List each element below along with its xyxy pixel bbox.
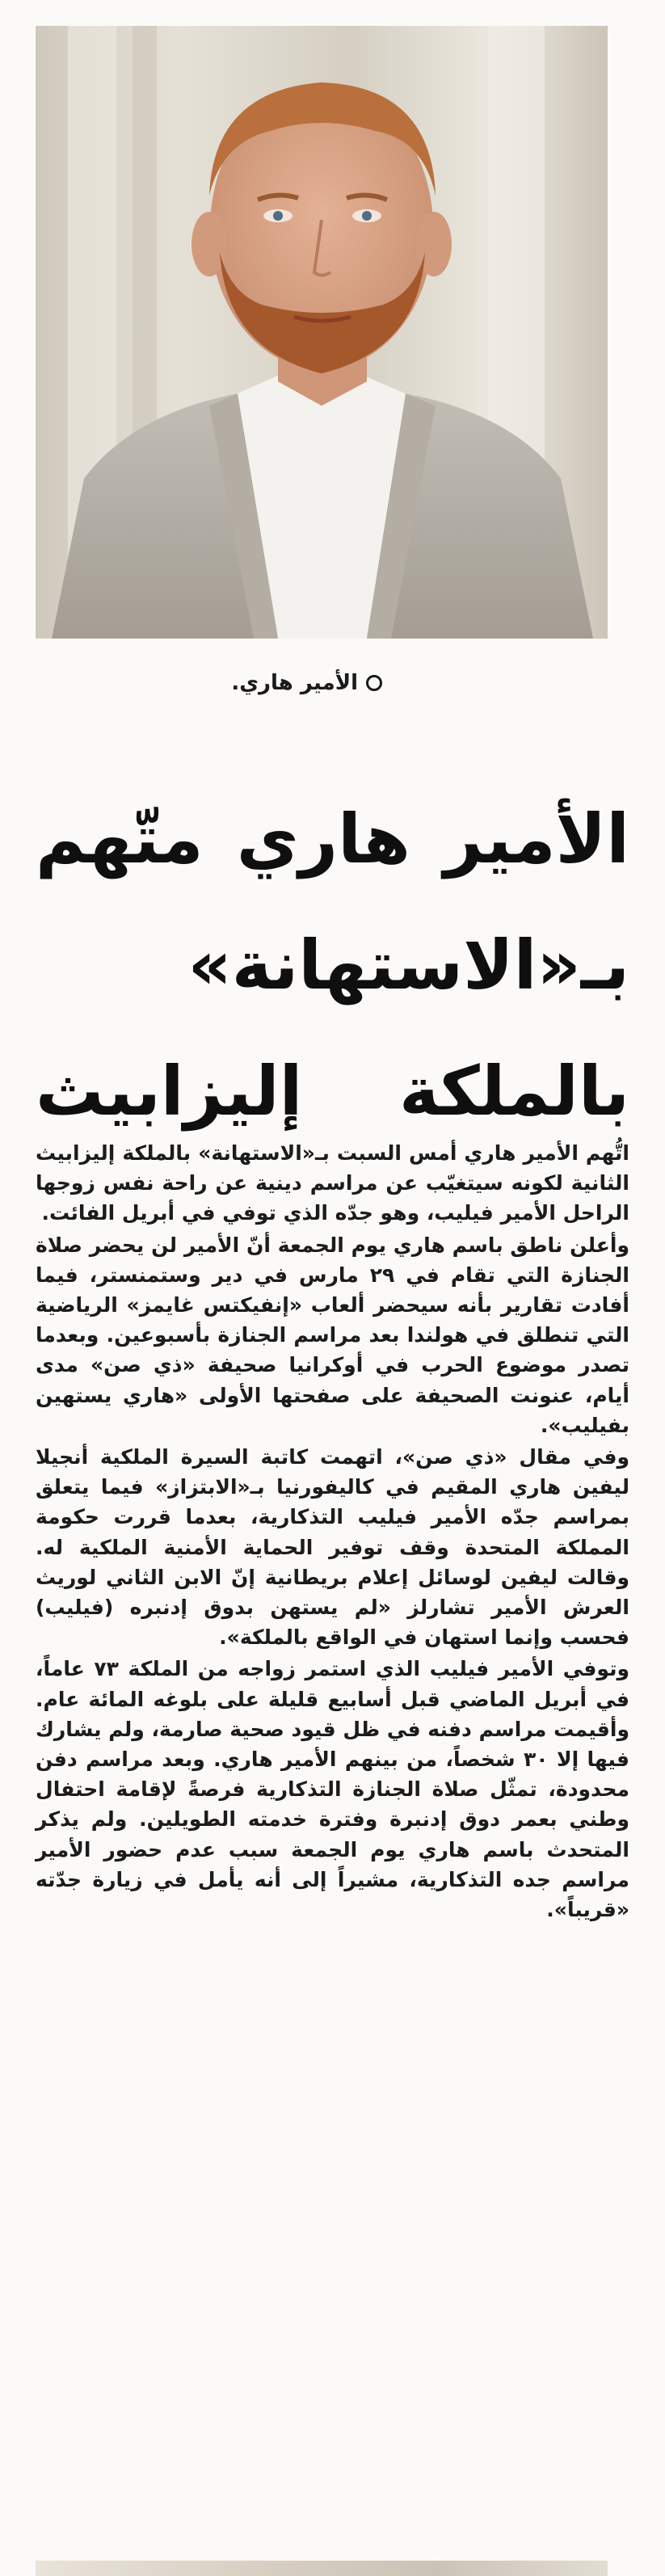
- photo-caption: [231, 671, 382, 695]
- headline-line-3: بالملكة إليزابيث: [36, 1052, 629, 1131]
- article-paragraph-3: وفي مقال «ذي صن»، اتهمت كاتبة السيرة الملكية أنجيلا ليفين هاري المقيم في كاليفورنيا بـ«الابتزاز» فيما يتعلق بمراسم جدّه الأمير فيليب التذكارية، بعدما قررت حكومة المملكة المتحدة وقف توفير الحماية الأمنية الملكية له. وقالت ليفين لوسائل إعلام بريطانية إنّ الابن الثاني لوريث العرش الأمير تشارلز «لم يستهن بدوق إدنبره (فيليب) فحسب وإنما استهان في الواقع بالملكة».: [36, 1445, 629, 1650]
- portrait-image: [36, 26, 608, 639]
- headline-line-2: بـ«الاستهانة»: [187, 925, 629, 1005]
- article-paragraph-4: وتوفي الأمير فيليب الذي استمر زواجه من الملكة ٧٣ عاماً، في أبريل الماضي قبل أسابيع قليلة على بلوغه المائة عام. وأقيمت مراسم دفنه في ظل قيود صحية صارمة، ولم يشارك فيها إلا ٣٠ شخصاً، من بينهم الأمير هاري. وبعد مراسم دفن محدودة، تمثّل صلاة الجنازة التذكارية فرصةً لإقامة احتفال وطني بعمر دوق إدنبرة وفترة خدمته الطويلين. ولم يذكر المتحدث باسم هاري يوم الجمعة سبب عدم حضور الأمير مراسم جده التذكارية، مشيراً إلى أنه يأمل في زيارة جدّته «قريباً».: [36, 1657, 630, 1922]
- article-body: [36, 1138, 629, 1926]
- headline-line-1: الأمير هاري متّهم: [36, 799, 629, 879]
- caption-circle-icon: [366, 675, 382, 691]
- caption-text: الأمير هاري.: [231, 671, 358, 695]
- next-article-image-edge: [36, 2561, 608, 2576]
- article-paragraph-2: وأعلن ناطق باسم هاري يوم الجمعة أنّ الأمير لن يحضر صلاة الجنازة التي تقام في ٢٩ مارس في دير وستمنستر، فيما أفادت تقارير بأنه سيحضر ألعاب «إنفيكتس غايمز» الرياضية التي تنطلق في هولندا بعد مراسم الجنازة بأسبوعين. وبعدما تصدر موضوع الحرب في أوكرانيا صحيفة «ذي صن» مدى أيام، عنونت الصحيفة على صفحتها الأولى «هاري يستهين بفيليب».: [36, 1233, 629, 1437]
- article-headline: [36, 776, 629, 1154]
- article-photo: [36, 26, 608, 639]
- article-paragraph-1: اتُّهم الأمير هاري أمس السبت بـ«الاستهانة» بالملكة إليزابيث الثانية لكونه سيتغيّب عن مراسم دينية عن راحة نفس زوجها الراحل الأمير فيليب، وهو جدّه الذي توفي في أبريل الفائت.: [36, 1141, 629, 1225]
